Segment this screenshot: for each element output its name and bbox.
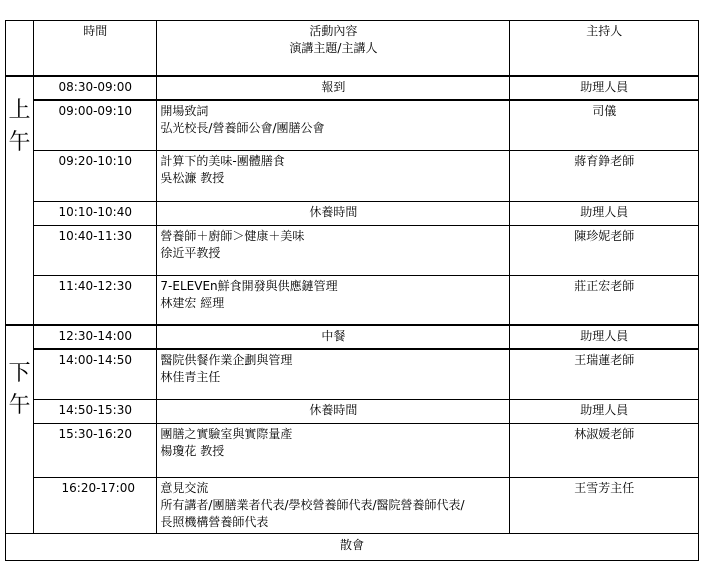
host-header: 主持人 [510,21,699,77]
activity-title: 7-ELEVEn鮮食開發與供應鏈管理 [160,278,338,293]
host-cell: 王瑞蓮老師 [510,349,699,399]
activity-speaker: 長照機構營養師代表 [160,514,269,529]
activity-speaker: 所有講者/團膳業者代表/學校營養師代表/醫院營養師代表/ [160,497,465,512]
activity-speaker: 林建宏 經理 [160,295,225,310]
host-cell: 司儀 [510,100,699,150]
activity-cell [157,225,510,275]
time-cell: 10:40-11:30 [34,225,157,275]
table-row [6,150,699,201]
activity-speaker: 徐近平教授 [160,245,221,260]
table-row [6,275,699,325]
activity-header-line1: 活動內容 [309,24,358,38]
activity-title: 開場致詞 [160,104,209,118]
host-cell: 助理人員 [510,76,699,100]
table-row [6,76,699,100]
activity-speaker: 吳松濂 教授 [160,170,225,185]
host-cell: 莊正宏老師 [510,275,699,325]
table-row [6,201,699,225]
footer-row [6,533,699,560]
activity-title: 營養師＋廚師＞健康＋美味 [160,228,305,243]
table-row [6,325,699,349]
time-cell: 11:40-12:30 [34,275,157,325]
morning-period-label [6,76,34,325]
host-cell: 蔣育錚老師 [510,150,699,201]
table-row [6,349,699,399]
table-row [6,423,699,477]
activity-speaker: 林佳青主任 [160,370,221,384]
activity-cell: 報到 [157,76,510,100]
activity-cell [157,349,510,399]
time-cell: 08:30-09:00 [34,76,157,100]
table-row [6,100,699,150]
activity-title: 團膳之實驗室與實際量產 [160,426,293,441]
time-cell: 14:50-15:30 [34,399,157,423]
activity-cell [157,100,510,150]
host-cell: 王雪芳主任 [510,477,699,533]
activity-title: 意見交流 [160,480,209,495]
host-cell: 助理人員 [510,399,699,423]
schedule-table [5,20,699,561]
activity-cell: 中餐 [157,325,510,349]
host-cell: 陳珍妮老師 [510,225,699,275]
activity-speaker: 楊瓊花 教授 [160,443,225,458]
time-cell: 16:20-17:00 [34,477,157,533]
time-cell: 09:00-09:10 [34,100,157,150]
time-cell: 14:00-14:50 [34,349,157,399]
time-cell: 12:30-14:00 [34,325,157,349]
time-cell: 09:20-10:10 [34,150,157,201]
time-cell: 10:10-10:40 [34,201,157,225]
activity-header [157,21,510,77]
period-char: 下 [8,361,31,386]
period-char: 上 [8,98,31,123]
activity-cell [157,275,510,325]
activity-title: 醫院供餐作業企劃與管理 [160,353,293,367]
activity-header-line2: 演講主題/主講人 [289,41,378,55]
time-header: 時間 [34,21,157,77]
closing-label: 散會 [6,533,699,560]
activity-cell [157,150,510,201]
table-row [6,399,699,423]
activity-cell [157,423,510,477]
host-cell: 林淑媛老師 [510,423,699,477]
period-char: 午 [8,130,31,155]
activity-cell [157,477,510,533]
header-row [6,21,699,77]
period-char: 午 [8,393,31,418]
table-row [6,225,699,275]
host-cell: 助理人員 [510,201,699,225]
time-cell: 15:30-16:20 [34,423,157,477]
host-cell: 助理人員 [510,325,699,349]
activity-speaker: 弘光校長/營養師公會/團膳公會 [160,121,325,135]
period-header-cell [6,21,34,77]
activity-cell: 休養時間 [157,399,510,423]
activity-title: 計算下的美味-團體膳食 [160,153,285,168]
activity-cell: 休養時間 [157,201,510,225]
table-row [6,477,699,533]
afternoon-period-label [6,325,34,533]
